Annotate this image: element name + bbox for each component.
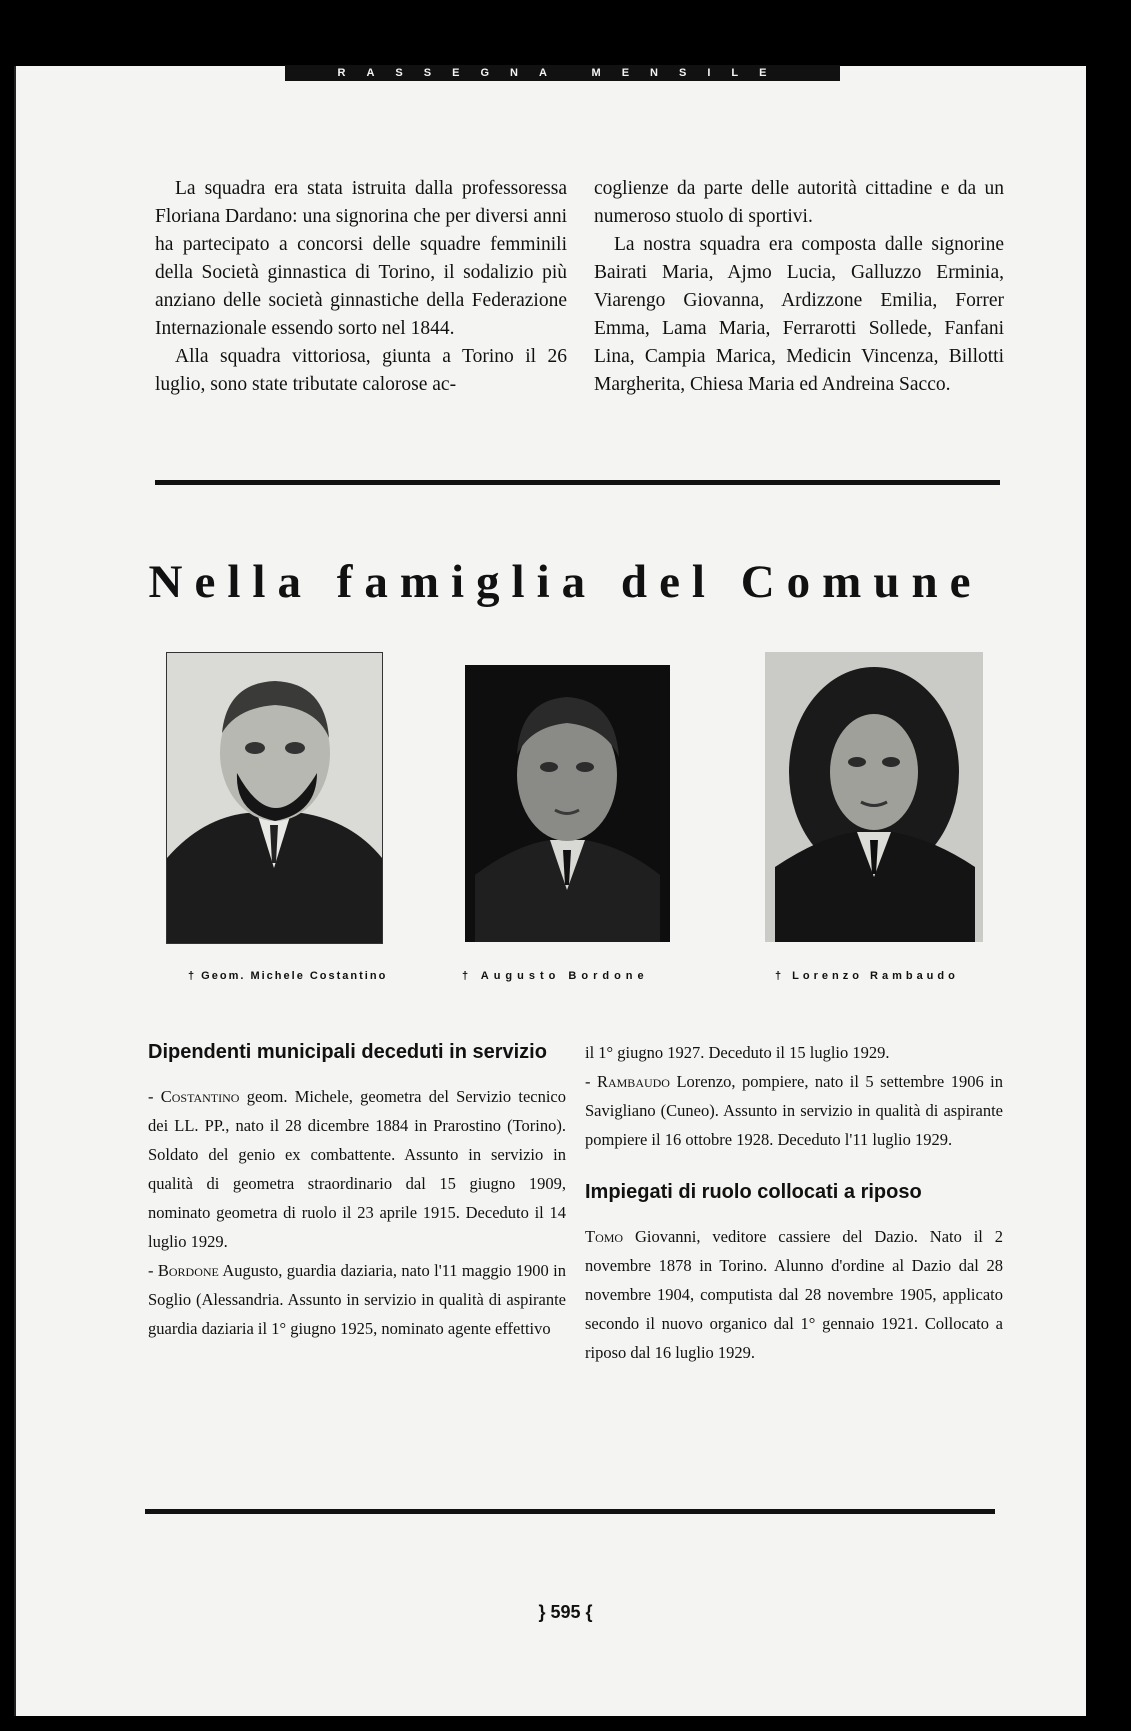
article-paragraph: La squadra era stata istruita dalla professoressa Floriana Dardano: una signorina che per diversi anni ha partecipato a concorsi delle squadre femminili della Società ginnastica di Torino, il sodalizio più anziano delle società ginnastiche della Federazione Internazionale essendo sorto nel 1844. xyxy=(155,178,567,339)
deceased-heading: Dipendenti municipali deceduti in servizio xyxy=(148,1041,547,1063)
top-black-band xyxy=(120,30,1080,66)
retired-text: Giovanni, veditore cassiere del Dazio. Nato il 2 novembre 1878 in Torino. Alunno d'ordine al Dazio dal 28 novembre 1904, computista dal 28 novembre 1905, applicato secondo il nuovo organico dal 1° gennaio 1921. Collocato a riposo dal 16 luglio 1929. xyxy=(585,1227,1004,1362)
obituary-text: Lorenzo, pompiere, nato il 5 settembre 1906 in Savigliano (Cuneo). Assunto in servizio in qualità di aspirante pompiere il 16 ottobre 1928. Deceduto l'11 luglio 1929. xyxy=(585,1072,1004,1149)
section-title: Nella famiglia del Comune xyxy=(148,556,983,608)
obituary-name: Rambaudo xyxy=(596,1072,670,1091)
bottom-divider xyxy=(145,1509,995,1514)
article-paragraph: coglienze da parte delle autorità cittadine e da un numeroso stuolo di sportivi. xyxy=(594,178,1004,227)
obituary-continuation: il 1° giugno 1927. Deceduto il 15 luglio 1929. xyxy=(585,1043,890,1062)
portrait-caption-rambaudo: † Lorenzo Rambaudo xyxy=(775,970,959,982)
section-divider xyxy=(155,480,1000,485)
retired-entry xyxy=(585,1222,1003,1367)
obituary-text: geom. Michele, geometra del Servizio tecnico dei LL. PP., nato il 28 dicembre 1884 in Prarostino (Torino). Soldato del genio ex combattente. Assunto in servizio in qualità di geometra straordinario dal 15 giugno 1909, nominato geometra di ruolo il 23 aprile 1915. Deceduto il 14 luglio 1929. xyxy=(148,1087,566,1251)
article-paragraph: La nostra squadra era composta dalle signorine Bairati Maria, Ajmo Lucia, Galluzzo Erminia, Viarengo Giovanna, Ardizzone Emilia, Forrer Emma, Lama Maria, Ferrarotti Sollede, Fanfani Lina, Campia Marica, Medicin Vincenza, Billotti Margherita, Chiesa Maria ed Andreina Sacco. xyxy=(594,234,1004,395)
article-paragraph: Alla squadra vittoriosa, giunta a Torino il 26 luglio, sono state tributate calorose ac- xyxy=(155,346,567,395)
article-column-right xyxy=(594,175,1004,399)
page-number-value: 595 xyxy=(550,1602,581,1622)
page-number: } 595 { xyxy=(538,1602,593,1622)
obituary-entry: - Costantino geom. Michele, geometra del Servizio tecnico dei LL. PP., nato il 28 dicembre 1884 in Prarostino (Torino). Soldato del genio ex combattente. Assunto in servizio in qualità di geometra straordinario dal 15 giugno 1909, nominato geometra di ruolo il 23 aprile 1915. Deceduto il 14 luglio 1929. xyxy=(148,1087,566,1251)
obituary-name: Costantino xyxy=(160,1087,240,1106)
retired-heading: Impiegati di ruolo collocati a riposo xyxy=(585,1181,922,1203)
retired-name: Tomo xyxy=(585,1227,624,1246)
obituary-name: Bordone xyxy=(157,1261,219,1280)
deceased-column-right xyxy=(585,1038,1003,1367)
portrait-costantino xyxy=(166,652,383,944)
running-head: RASSEGNA MENSILE xyxy=(285,65,840,81)
obituary-entry: - Bordone Augusto, guardia daziaria, nato l'11 maggio 1900 in Soglio (Alessandria. Assunto in servizio in qualità di aspirante guardia daziaria il 1° giugno 1925, nominato agente effettivo xyxy=(148,1261,566,1338)
portrait-caption-bordone: † Augusto Bordone xyxy=(462,970,649,982)
portrait-rambaudo xyxy=(765,652,983,942)
obituary-entry: - Rambaudo Lorenzo, pompiere, nato il 5 settembre 1906 in Savigliano (Cuneo). Assunto in servizio in qualità di aspirante pompiere il 16 ottobre 1928. Deceduto l'11 luglio 1929. xyxy=(585,1072,1004,1149)
article-column-left xyxy=(155,175,567,399)
obituary-text: Augusto, guardia daziaria, nato l'11 maggio 1900 in Soglio (Alessandria. Assunto in servizio in qualità di aspirante guardia daziaria il 1° giugno 1925, nominato agente effettivo xyxy=(148,1261,566,1338)
deceased-column-left xyxy=(148,1040,566,1343)
portrait-bordone xyxy=(465,665,670,942)
portrait-caption-costantino: † Geom. Michele Costantino xyxy=(188,970,388,982)
